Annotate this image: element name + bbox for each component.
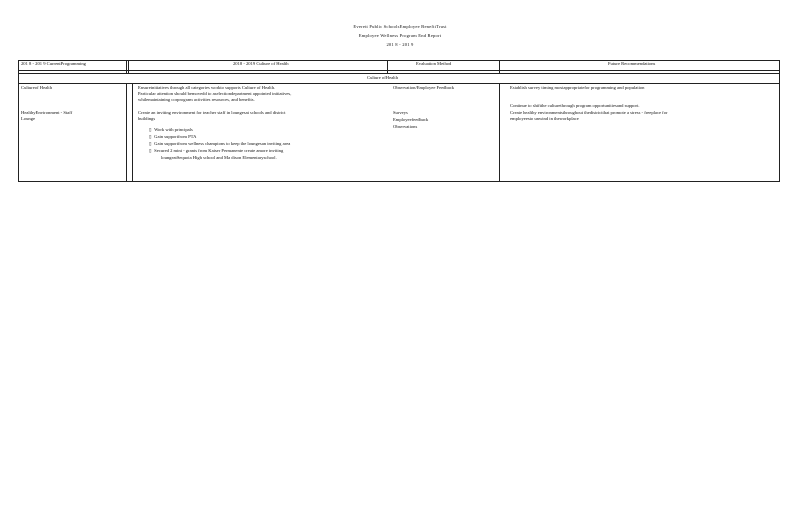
col-header-future-recommendations: Future Recommendations — [608, 61, 656, 66]
col-divider-2 — [387, 60, 388, 73]
recommendation-shift-culture: Continue to shiftthe culturethrough program opportunitiesand support. — [510, 103, 640, 108]
table-left-border — [18, 60, 19, 73]
recommendation-healthy-environments-cont: employeesto unwind in theworkplace — [510, 116, 579, 121]
evaluation-employee-feedback: Employeefeedback — [393, 117, 429, 122]
evaluation-surveys: Surveys — [393, 110, 408, 115]
col-header-culture-of-health: 2018 - 2019 Culture of Health — [233, 61, 289, 66]
col-header-evaluation-method: Evaluation Method — [416, 61, 452, 66]
environment-text-line-2: buildings — [138, 116, 156, 121]
col-divider-1a — [126, 60, 127, 73]
body-divider-1a — [126, 83, 127, 182]
col-header-current-programming: 201 8 - 201 9 CurrentProgramming — [21, 61, 86, 66]
section-left-border — [18, 73, 19, 83]
culture-text-line-2: Particular attention should bemovedd to aselectiondepartment appointed initiatives, — [138, 91, 292, 96]
table-top-border — [18, 60, 780, 61]
body-left-border — [18, 83, 19, 182]
list-item — [149, 148, 283, 155]
col-divider-3 — [499, 60, 500, 73]
bullet-text: Gain supportfrom wellness champions to keep the loungesan inviting area — [154, 141, 291, 146]
environment-text-line-1: Create an inviting environment for teacher staff in loungesat schools and district — [138, 110, 286, 115]
report-table — [18, 60, 780, 182]
list-item — [149, 134, 196, 141]
section-row-top-border — [18, 73, 780, 74]
bullet-text: Work with principals — [154, 127, 193, 132]
table-right-border — [779, 60, 780, 182]
bullet-icon: ▯ — [149, 148, 152, 153]
program-item-healthy-environment: HealthyEnvironment - Staff — [21, 110, 73, 115]
header-row-border — [18, 70, 780, 71]
evaluation-observations: Observations — [393, 124, 418, 129]
col-divider-1b — [128, 60, 129, 73]
report-title: Employee Wellness Program End Report — [358, 33, 442, 38]
bullet-icon: ▯ — [149, 127, 152, 132]
recommendation-healthy-environments: Create healthy environmentsthroughout thedistrictthat promote a stress - freeplace for — [510, 110, 668, 115]
culture-text-line-3: whilemaintaining corprogram activities resources, and benefits. — [138, 97, 255, 102]
list-item — [149, 127, 193, 134]
bullet-text: Secured 2 mini - grants from Kaiser Permanente create amore inviting — [154, 148, 284, 153]
evaluation-observation-feedback: Observation/Employee Feedback — [393, 85, 455, 90]
list-item — [149, 141, 290, 148]
body-divider-3 — [499, 83, 500, 182]
bullet-text-cont: loungeatSequoia High school and Ma dison Elementaryschool. — [161, 155, 277, 160]
body-divider-1b — [132, 83, 133, 182]
report-org-title: Everett Public SchoolsEmployee BenefitTrust — [353, 24, 447, 29]
program-item-culture-of-health: Cultureof Health — [21, 85, 52, 90]
section-title: Culture ofHealth — [367, 75, 398, 80]
culture-text-line-1: Ensureinitiatives through all categories workto supports Culture of Health. — [138, 85, 276, 90]
report-year: 201 8 - 201 9 — [386, 42, 414, 47]
bullet-icon: ▯ — [149, 141, 152, 146]
bullet-icon: ▯ — [149, 134, 152, 139]
bullet-text: Gain supportfrom PTA — [154, 134, 197, 139]
recommendation-survey-timing: Establish survey timing mostappropriatefor programming and population — [510, 85, 645, 90]
program-item-healthy-environment-cont: Lounge — [21, 116, 36, 121]
